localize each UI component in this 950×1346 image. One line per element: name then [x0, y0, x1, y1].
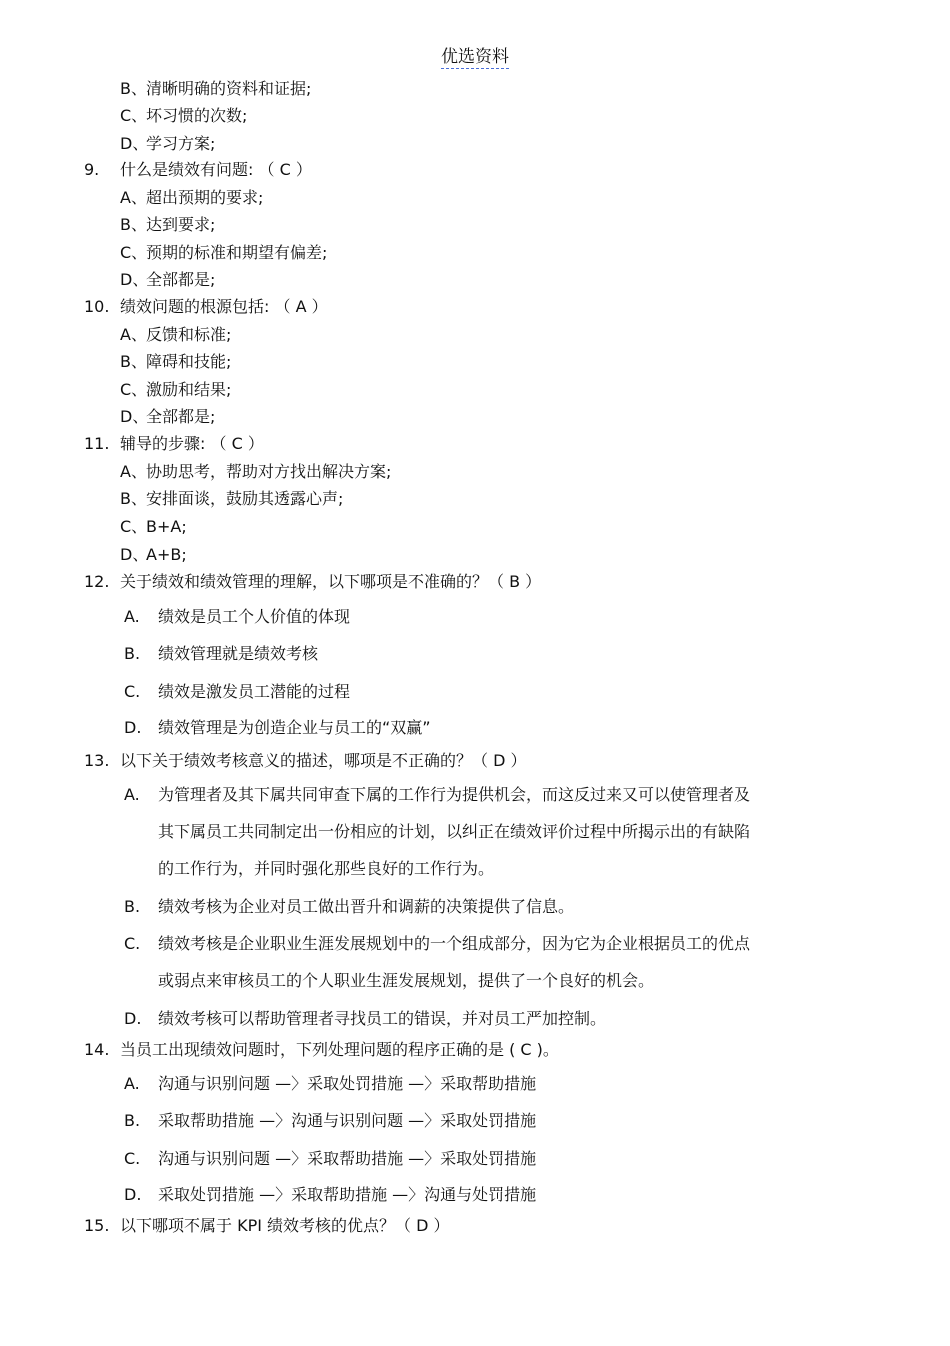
- option-text: 预期的标准和期望有偏差;: [146, 243, 328, 262]
- header-text: 优选资料: [441, 42, 509, 69]
- option-text: 协助思考，帮助对方找出解决方案;: [146, 462, 392, 481]
- question-text: 绩效问题的根源包括: （ A ）: [120, 297, 328, 316]
- question-number: 13.: [84, 751, 110, 770]
- page-header: [0, 42, 950, 69]
- option-text: 安排面谈，鼓励其透露心声;: [146, 489, 344, 508]
- option-letter: B.: [124, 897, 141, 916]
- option-letter: C.: [124, 934, 141, 953]
- question-text: 当员工出现绩效问题时，下列处理问题的程序正确的是 ( C )。: [120, 1040, 559, 1059]
- option-text: 达到要求;: [146, 215, 216, 234]
- option-text: 绩效考核是企业职业生涯发展规划中的一个组成部分，因为它为企业根据员工的优点: [158, 934, 751, 953]
- option-text: 全部都是;: [146, 407, 216, 426]
- option-text: 坏习惯的次数;: [146, 106, 248, 125]
- option-letter: C、: [120, 380, 148, 399]
- option-letter: B.: [124, 644, 141, 663]
- option-text: 绩效考核可以帮助管理者寻找员工的错误，并对员工严加控制。: [158, 1009, 607, 1028]
- option-text: 为管理者及其下属共同审查下属的工作行为提供机会，而这反过来又可以使管理者及: [158, 785, 751, 804]
- option-text: 的工作行为，并同时强化那些良好的工作行为。: [158, 859, 495, 878]
- option-letter: D、: [120, 270, 149, 289]
- option-letter: A、: [120, 188, 147, 207]
- option-text: 反馈和标准;: [146, 325, 232, 344]
- option-text: 清晰明确的资料和证据;: [146, 79, 312, 98]
- option-text: 激励和结果;: [146, 380, 232, 399]
- option-text: 绩效是激发员工潜能的过程: [158, 682, 351, 701]
- option-letter: B、: [120, 352, 147, 371]
- question-number: 10.: [84, 297, 110, 316]
- option-letter: D、: [120, 134, 149, 153]
- option-letter: C、: [120, 243, 148, 262]
- option-text: 超出预期的要求;: [146, 188, 264, 207]
- option-text: 绩效管理就是绩效考核: [158, 644, 319, 663]
- option-text: 绩效考核为企业对员工做出晋升和调薪的决策提供了信息。: [158, 897, 575, 916]
- option-letter: B、: [120, 489, 147, 508]
- option-letter: D.: [124, 1009, 142, 1028]
- option-text: 沟通与识别问题 —〉采取帮助措施 —〉采取处罚措施: [158, 1149, 537, 1168]
- option-text: 学习方案;: [146, 134, 216, 153]
- option-letter: C.: [124, 682, 141, 701]
- option-letter: D、: [120, 407, 149, 426]
- question-text: 以下哪项不属于 KPI 绩效考核的优点？（ D ）: [120, 1216, 450, 1235]
- option-text: B+A;: [146, 517, 187, 536]
- option-letter: B、: [120, 79, 147, 98]
- option-letter: A、: [120, 462, 147, 481]
- option-text: 或弱点来审核员工的个人职业生涯发展规划，提供了一个良好的机会。: [158, 971, 655, 990]
- option-letter: D.: [124, 718, 142, 737]
- option-text: 采取帮助措施 —〉沟通与识别问题 —〉采取处罚措施: [158, 1111, 537, 1130]
- question-number: 15.: [84, 1216, 110, 1235]
- option-text: 采取处罚措施 —〉采取帮助措施 —〉沟通与处罚措施: [158, 1185, 537, 1204]
- question-number: 14.: [84, 1040, 110, 1059]
- option-letter: C、: [120, 106, 148, 125]
- option-letter: A.: [124, 1074, 140, 1093]
- option-letter: B.: [124, 1111, 141, 1130]
- question-text: 辅导的步骤: （ C ）: [120, 434, 264, 453]
- question-text: 什么是绩效有问题: （ C ）: [120, 160, 312, 179]
- option-letter: A.: [124, 785, 140, 804]
- option-text: 障碍和技能;: [146, 352, 232, 371]
- question-number: 12.: [84, 572, 110, 591]
- option-text: 绩效管理是为创造企业与员工的“双赢”: [158, 718, 431, 737]
- option-text: A+B;: [146, 545, 187, 564]
- option-letter: C、: [120, 517, 148, 536]
- option-text: 绩效是员工个人价值的体现: [158, 607, 351, 626]
- question-text: 以下关于绩效考核意义的描述，哪项是不正确的？（ D ）: [120, 751, 527, 770]
- option-text: 沟通与识别问题 —〉采取处罚措施 —〉采取帮助措施: [158, 1074, 537, 1093]
- option-text: 全部都是;: [146, 270, 216, 289]
- question-text: 关于绩效和绩效管理的理解，以下哪项是不准确的？（ B ）: [120, 572, 542, 591]
- option-letter: A、: [120, 325, 147, 344]
- question-number: 9.: [84, 160, 100, 179]
- option-letter: D.: [124, 1185, 142, 1204]
- option-letter: B、: [120, 215, 147, 234]
- option-letter: D、: [120, 545, 149, 564]
- question-number: 11.: [84, 434, 110, 453]
- option-text: 其下属员工共同制定出一份相应的计划，以纠正在绩效评价过程中所揭示出的有缺陷: [158, 822, 751, 841]
- option-letter: A.: [124, 607, 140, 626]
- option-letter: C.: [124, 1149, 141, 1168]
